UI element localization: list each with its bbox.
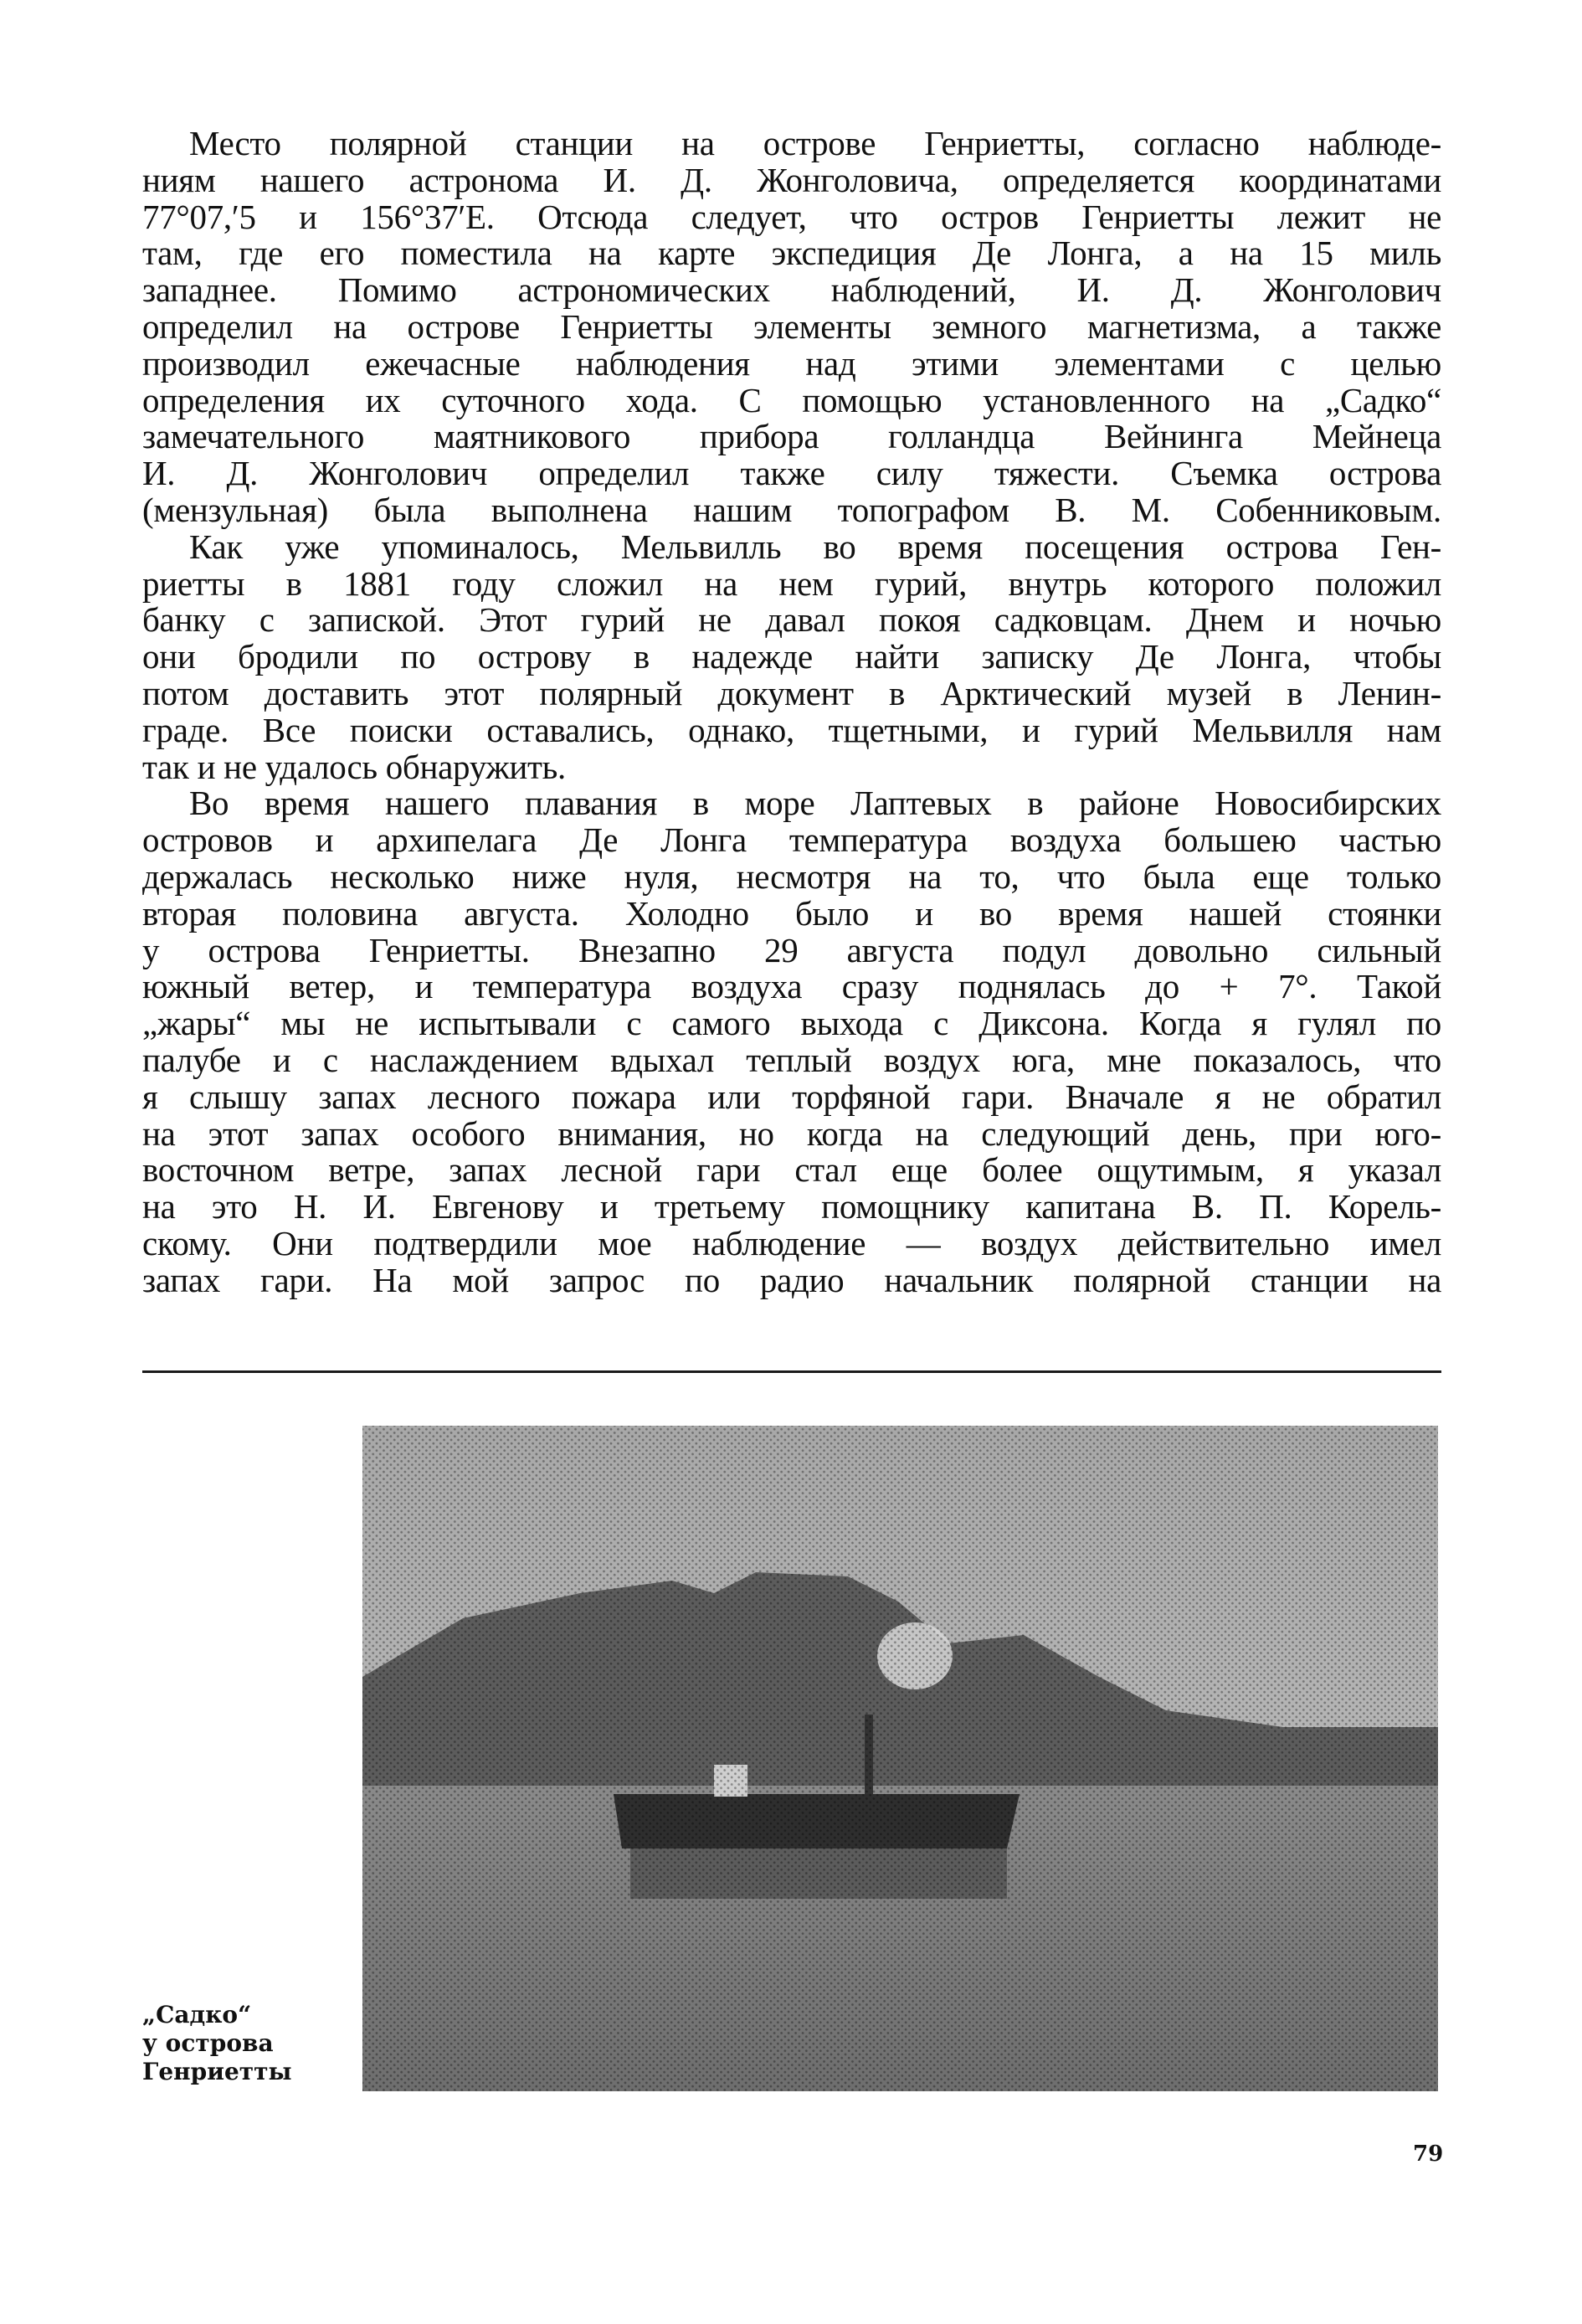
text-line: Место полярной станции на острове Генриетты, согласно наблюде- xyxy=(189,124,1441,162)
body-text xyxy=(142,126,1441,1299)
text-line: производил ежечасные наблюдения над этими элементами с целью xyxy=(142,343,1441,383)
text-line: риетты в 1881 году сложил на нем гурий, внутрь которого положил xyxy=(142,563,1441,603)
text-line: на это Н. И. Евгенову и третьему помощнику капитана В. П. Корель- xyxy=(142,1187,1441,1226)
horizontal-rule xyxy=(142,1370,1441,1373)
halftone-photo-sadko-at-henrietta-island xyxy=(362,1426,1438,2091)
text-line: на этот запах особого внимания, но когда на следующий день, при юго- xyxy=(142,1113,1441,1153)
text-line: там, где его поместила на карте экспедиция Де Лонга, а на 15 миль xyxy=(142,234,1441,273)
caption-line: „Садко“ xyxy=(142,2001,252,2028)
text-line: так и не удалось обнаружить. xyxy=(142,747,566,786)
text-line: граде. Все поиски оставались, однако, тщетными, и гурий Мельвилля нам xyxy=(142,710,1441,749)
text-line: ниям нашего астронома И. Д. Жонголовича, определяется координатами xyxy=(142,160,1441,199)
text-line: 77°07,′5 и 156°37′E. Отсюда следует, что остров Генриетты лежит не xyxy=(142,197,1441,236)
text-line: определения их суточного хода. С помощью установленного на „Садко“ xyxy=(142,380,1441,419)
text-line: западнее. Помимо астрономических наблюдений, И. Д. Жонголович xyxy=(142,270,1441,310)
text-line: у острова Генриетты. Внезапно 29 августа подул довольно сильный xyxy=(142,930,1441,969)
text-line: палубе и с наслаждением вдыхал теплый воздух юга, мне показалось, что xyxy=(142,1040,1441,1079)
text-line: потом доставить этот полярный документ в Арктический музей в Ленин- xyxy=(142,673,1441,712)
text-line: запах гари. На мой запрос по радио начальник полярной станции на xyxy=(142,1260,1441,1299)
text-line: держалась несколько ниже нуля, несмотря на то, что была еще только xyxy=(142,856,1441,896)
text-line: „жары“ мы не испытывали с самого выхода с Диксона. Когда я гулял по xyxy=(142,1004,1441,1043)
text-line: определил на острове Генриетты элементы земного магнетизма, а также xyxy=(142,306,1441,346)
text-line: они бродили по острову в надежде найти записку Де Лонга, чтобы xyxy=(142,637,1441,676)
text-line: Как уже упоминалось, Мельвилль во время посещения острова Ген- xyxy=(189,527,1441,566)
text-line: скому. Они подтвердили мое наблюдение — воздух действительно имел xyxy=(142,1223,1441,1262)
text-line: вторая половина августа. Холодно было и во время нашей стоянки xyxy=(142,893,1441,933)
page-number: 79 xyxy=(1413,2141,1444,2167)
text-line: островов и архипелага Де Лонга температура воздуха большею частью xyxy=(142,820,1441,860)
caption-line: у острова xyxy=(142,2029,274,2057)
photo-caption xyxy=(142,2001,326,2086)
text-line: (мензульная) была выполнена нашим топографом В. М. Собенниковым. xyxy=(142,490,1441,529)
text-line: я слышу запах лесного пожара или торфяной гари. Вначале я не обратил xyxy=(142,1077,1441,1116)
text-line: банку с запиской. Этот гурий не давал покоя садковцам. Днем и ночью xyxy=(142,600,1441,640)
caption-line: Генриетты xyxy=(142,2058,292,2085)
text-line: южный ветер, и температура воздуха сразу поднялась до + 7°. Такой xyxy=(142,967,1441,1006)
text-line: восточном ветре, запах лесной гари стал еще более ощутимым, я указал xyxy=(142,1150,1441,1190)
text-line: И. Д. Жонголович определил также силу тяжести. Съемка острова xyxy=(142,454,1441,493)
photo-illustration xyxy=(362,1426,1438,2091)
text-line: Во время нашего плавания в море Лаптевых в районе Новосибирских xyxy=(189,784,1441,823)
text-line: замечательного маятникового прибора голландца Вейнинга Мейнеца xyxy=(142,417,1441,456)
